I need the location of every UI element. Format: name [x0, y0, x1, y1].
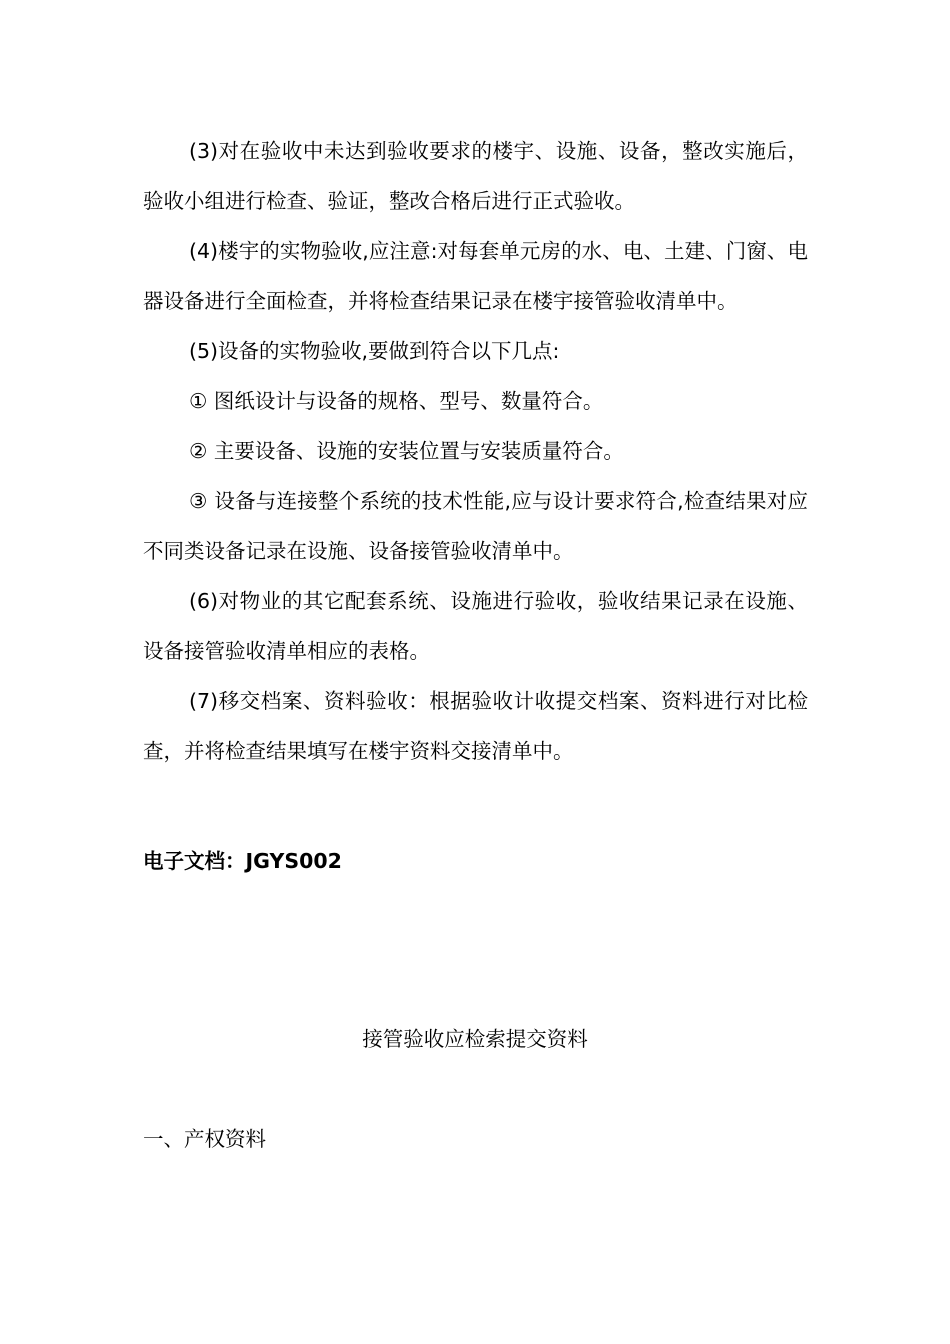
- list-item-5-3: ③ 设备与连接整个系统的技术性能,应与设计要求符合,检查结果对应不同类设备记录在设施、设备接管验收清单中。: [143, 489, 808, 563]
- document-title: 接管验收应检索提交资料: [362, 1027, 588, 1051]
- paragraph-5: (5)设备的实物验收,要做到符合以下几点:: [189, 339, 560, 363]
- list-item-5-1: ① 图纸设计与设备的规格、型号、数量符合。: [189, 389, 604, 413]
- document-id: 电子文档：JGYS002: [143, 849, 342, 873]
- paragraph-7: (7)移交档案、资料验收：根据验收计收提交档案、资料进行对比检查，并将检查结果填写在楼宇资料交接清单中。: [143, 689, 808, 763]
- list-item-5-2: ② 主要设备、设施的安装位置与安装质量符合。: [189, 439, 624, 463]
- body-text: [143, 126, 808, 776]
- paragraph-4: (4)楼宇的实物验收,应注意:对每套单元房的水、电、土建、门窗、电器设备进行全面检查，并将检查结果记录在楼宇接管验收清单中。: [143, 239, 808, 313]
- paragraph-6: (6)对物业的其它配套系统、设施进行验收，验收结果记录在设施、设备接管验收清单相应的表格。: [143, 589, 808, 663]
- paragraph-3: (3)对在验收中未达到验收要求的楼宇、设施、设备，整改实施后，验收小组进行检查、验证，整改合格后进行正式验收。: [143, 139, 808, 213]
- section-heading: 一、产权资料: [143, 1127, 266, 1151]
